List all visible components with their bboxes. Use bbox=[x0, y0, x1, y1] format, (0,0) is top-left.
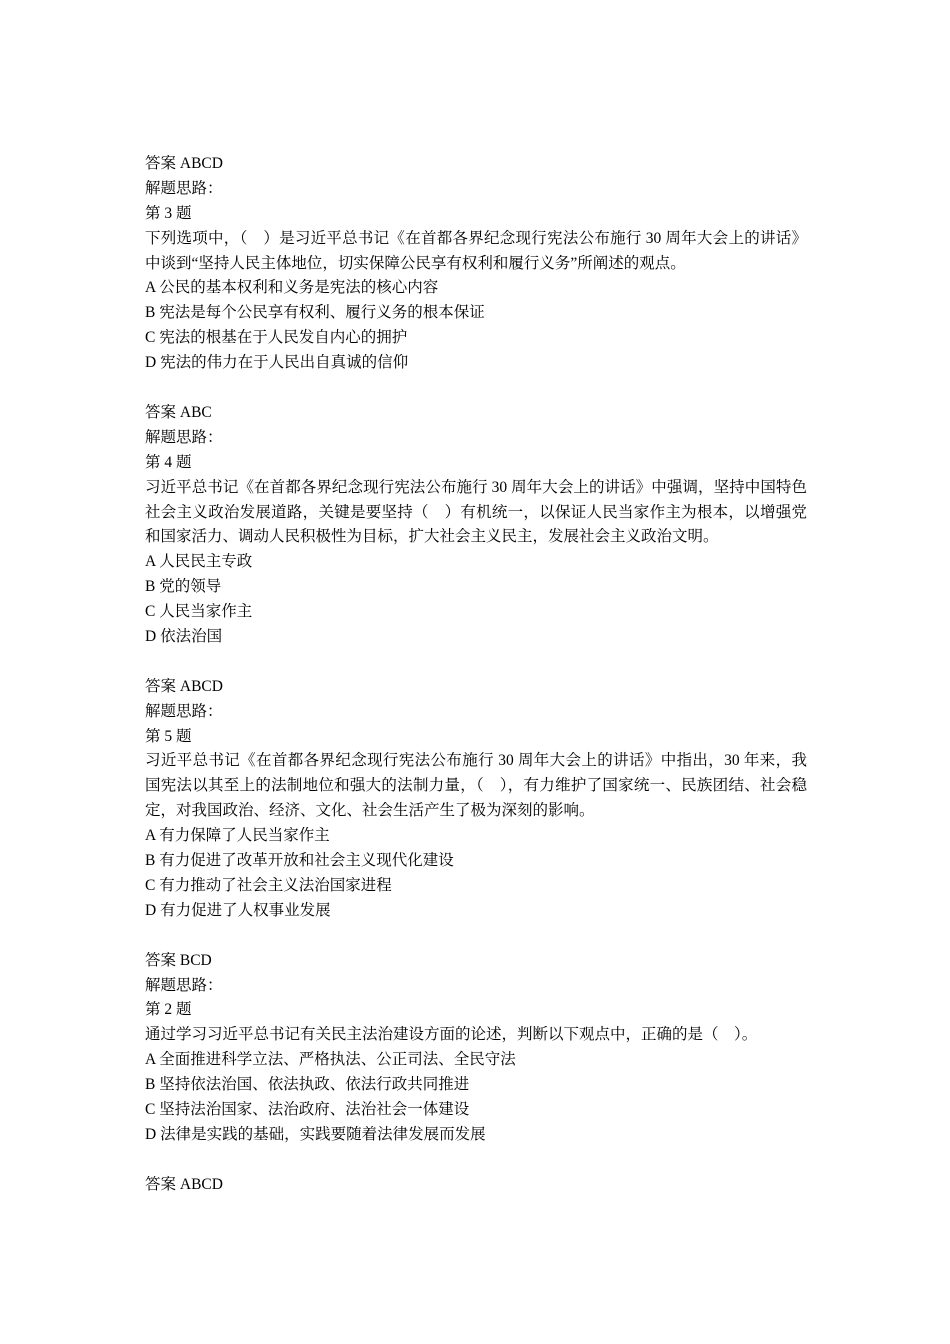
answer-line: 答案 ABCD bbox=[145, 677, 223, 695]
question-stem: 通过学习习近平总书记有关民主法治建设方面的论述，判断以下观点中，正确的是（ ）。 bbox=[145, 1026, 758, 1044]
question-stem: 下列选项中，（ ）是习近平总书记《在首都各界纪念现行宪法公布施行 30 周年大会上的讲话》中谈到“坚持人民主体地位，切实保障公民享有权利和履行义务”所阐述的观点。 bbox=[145, 229, 807, 272]
analysis-label: 解题思路： bbox=[145, 976, 223, 994]
option-b: B 宪法是每个公民享有权利、履行义务的根本保证 bbox=[145, 304, 485, 322]
question-number: 第 2 题 bbox=[145, 1001, 192, 1019]
question-number: 第 5 题 bbox=[145, 727, 192, 745]
question-block bbox=[145, 401, 807, 675]
option-b: B 有力促进了改革开放和社会主义现代化建设 bbox=[145, 852, 454, 870]
spacer bbox=[145, 924, 807, 949]
option-c: C 宪法的根基在于人民发自内心的拥护 bbox=[145, 329, 408, 347]
spacer bbox=[145, 1148, 807, 1173]
final-answer-line: 答案 ABCD bbox=[145, 1175, 223, 1193]
question-stem: 习近平总书记《在首都各界纪念现行宪法公布施行 30 周年大会上的讲话》中指出，30 年来，我国宪法以其至上的法制地位和强大的法制力量，（ ），有力维护了国家统一、民族团结、社会稳定，对我国政治、经济、文化、社会生活产生了极为深刻的影响。 bbox=[145, 752, 807, 820]
analysis-label: 解题思路： bbox=[145, 179, 223, 197]
analysis-label: 解题思路： bbox=[145, 702, 223, 720]
option-c: C 有力推动了社会主义法治国家进程 bbox=[145, 876, 392, 894]
question-block bbox=[145, 152, 807, 401]
option-a: A 全面推进科学立法、严格执法、公正司法、全民守法 bbox=[145, 1051, 516, 1069]
option-b: B 坚持依法治国、依法执政、依法行政共同推进 bbox=[145, 1076, 470, 1094]
option-b: B 党的领导 bbox=[145, 578, 222, 596]
option-c: C 人民当家作主 bbox=[145, 603, 253, 621]
question-block bbox=[145, 675, 807, 949]
question-number: 第 4 题 bbox=[145, 453, 192, 471]
option-d: D 依法治国 bbox=[145, 628, 223, 645]
option-d: D 有力促进了人权事业发展 bbox=[145, 901, 331, 919]
answer-line: 答案 BCD bbox=[145, 951, 212, 969]
document-body bbox=[145, 152, 807, 1198]
spacer bbox=[145, 650, 807, 675]
spacer bbox=[145, 376, 807, 401]
option-a: A 公民的基本权利和义务是宪法的核心内容 bbox=[145, 279, 439, 297]
analysis-label: 解题思路： bbox=[145, 428, 223, 446]
option-a: A 有力保障了人民当家作主 bbox=[145, 827, 330, 845]
question-stem: 习近平总书记《在首都各界纪念现行宪法公布施行 30 周年大会上的讲话》中强调，坚持中国特色社会主义政治发展道路，关键是要坚持（ ）有机统一，以保证人民当家作主为根本，以增强党和国家活力、调动人民积极性为目标，扩大社会主义民主，发展社会主义政治文明。 bbox=[145, 478, 807, 546]
question-block bbox=[145, 949, 807, 1173]
option-c: C 坚持法治国家、法治政府、法治社会一体建设 bbox=[145, 1100, 470, 1118]
option-a: A 人民民主专政 bbox=[145, 553, 253, 571]
question-number: 第 3 题 bbox=[145, 204, 192, 222]
option-d: D 法律是实践的基础，实践要随着法律发展而发展 bbox=[145, 1125, 486, 1143]
answer-line: 答案 ABCD bbox=[145, 155, 223, 172]
option-d: D 宪法的伟力在于人民出自真诚的信仰 bbox=[145, 354, 409, 372]
answer-line: 答案 ABC bbox=[145, 403, 212, 421]
